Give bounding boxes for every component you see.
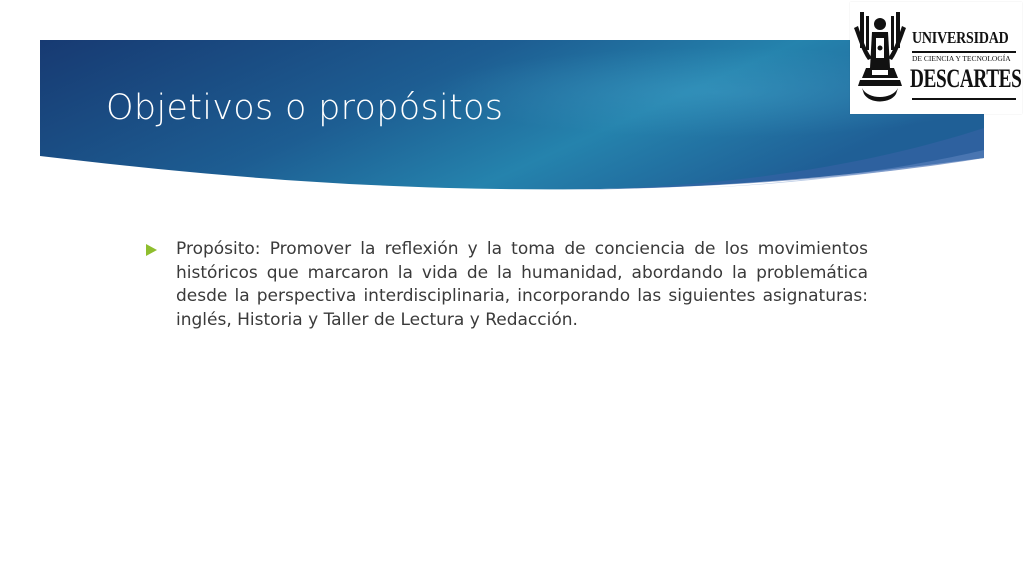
eagle-emblem-icon [852,8,908,108]
university-logo [850,2,1022,114]
logo-divider-bottom [912,98,1016,100]
logo-subtitle-text: DE CIENCIA Y TECNOLOGÍA [912,54,1011,63]
list-item [146,238,868,332]
logo-divider [912,51,1016,53]
bullet-text: Propósito: Promover la reflexión y la toma de conciencia de los movimientos históricos que marcaron la vida de la humanidad, abordando la problemática desde la perspectiva interdisciplinaria, incorporando las siguientes asignaturas: inglés, Historia y Taller de Lectura y Redacción. [176,239,868,330]
logo-university-text: UNIVERSIDAD [912,28,1009,47]
bullet-arrow-icon [146,244,157,256]
slide-title: Objetivos o propósitos [106,88,504,128]
logo-name-text: DESCARTES [910,64,1022,93]
slide-body [146,238,868,332]
